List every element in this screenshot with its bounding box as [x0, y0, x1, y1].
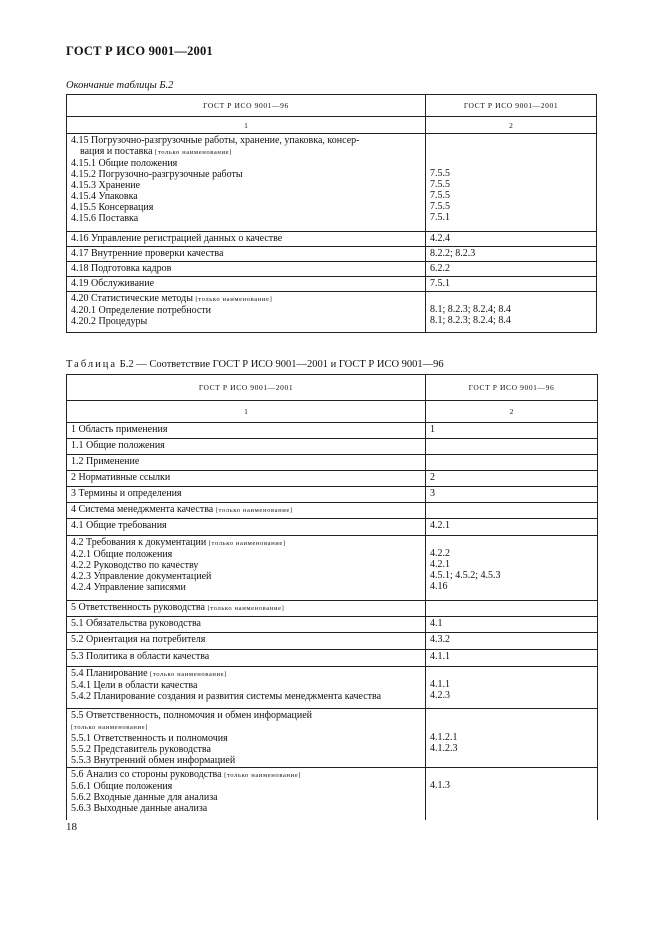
reference-cell: [426, 617, 598, 633]
table2-col-number-1: 1: [67, 401, 426, 423]
reference-value: 7.5.5: [430, 190, 450, 201]
section-text: 4.15.4 Упаковка: [71, 191, 138, 202]
table-row: [67, 262, 597, 277]
table-row: [67, 601, 598, 617]
reference-value: [430, 802, 593, 813]
reference-cell: [426, 471, 598, 487]
section-line: [71, 680, 421, 691]
section-cell: [67, 519, 426, 536]
section-text: 5.2 Ориентация на потребителя: [71, 634, 206, 645]
reference-cell: [426, 262, 597, 277]
section-line: [71, 191, 421, 202]
section-line: [71, 424, 421, 435]
table-row: [67, 709, 598, 768]
table-row: [67, 768, 598, 820]
table-row: [67, 536, 598, 601]
section-note: [только наименование]: [207, 605, 285, 612]
table-row: [67, 277, 597, 292]
reference-value: 4.2.3: [430, 690, 450, 701]
reference-value: 4.1.1: [430, 651, 450, 662]
table-row: [67, 439, 598, 455]
reference-value: 7.5.5: [430, 201, 450, 212]
reference-cell: [426, 633, 598, 650]
section-cell: [67, 650, 426, 667]
table1-col-number-2: 2: [426, 117, 597, 134]
table-row: [67, 617, 598, 633]
section-text: 4.15.1 Общие положения: [71, 158, 178, 169]
section-note: [только наименование]: [208, 540, 286, 547]
section-text: 4.18 Подготовка кадров: [71, 263, 172, 274]
section-line: [71, 169, 421, 180]
section-cell: [67, 768, 426, 820]
table1-col-header-2: ГОСТ Р ИСО 9001—2001: [426, 95, 597, 117]
reference-cell: [426, 503, 598, 519]
section-line: [71, 721, 421, 733]
section-line: [71, 634, 421, 645]
document-header: ГОСТ Р ИСО 9001—2001: [66, 44, 213, 58]
table2-col-header-1: ГОСТ Р ИСО 9001—2001: [67, 375, 426, 401]
reference-value: 4.1.1: [430, 679, 450, 690]
reference-value: [430, 537, 593, 548]
reference-value: 6.2.2: [430, 263, 450, 274]
section-text: 5.1 Обязательства руководства: [71, 618, 201, 629]
section-line: [71, 744, 421, 755]
section-text: 5 Ответственность руководства: [71, 602, 205, 613]
table2-col-number-2: 2: [426, 401, 598, 423]
section-line: [71, 472, 421, 483]
section-text: 5.5.2 Представитель руководства: [71, 744, 211, 755]
table1: [66, 94, 597, 333]
reference-value: [430, 791, 593, 802]
reference-value: [430, 721, 593, 732]
section-line: [71, 248, 421, 259]
section-cell: [67, 423, 426, 439]
section-cell: [67, 247, 426, 262]
reference-value: 4.16: [430, 581, 448, 592]
section-text: 5.4.2 Планирование создания и развития системы менеджмента качества: [71, 691, 382, 702]
section-cell: [67, 503, 426, 519]
reference-value: 4.5.1; 4.5.2; 4.5.3: [430, 570, 501, 581]
section-line: [71, 305, 421, 316]
section-text: 5.5 Ответственность, полномочия и обмен информацией: [71, 710, 313, 721]
section-cell: [67, 292, 426, 333]
section-text: 4.20.2 Процедуры: [71, 316, 148, 327]
section-text: 3 Термины и определения: [71, 488, 182, 499]
section-note: [только наименование]: [195, 296, 273, 303]
reference-cell: [426, 536, 598, 601]
section-cell: [67, 134, 426, 232]
reference-cell: [426, 768, 598, 820]
reference-value: [430, 754, 593, 765]
table1-caption: Окончание таблицы Б.2: [66, 80, 174, 91]
reference-value: 4.3.2: [430, 634, 450, 645]
table2-caption-text: Б.2 — Соответствие ГОСТ Р ИСО 9001—2001 и ГОСТ Р ИСО 9001—96: [119, 359, 444, 370]
section-line: [71, 263, 421, 274]
section-cell: [67, 709, 426, 768]
table-row: [67, 487, 598, 503]
section-note: [только наименование]: [215, 507, 293, 514]
section-line: [71, 803, 421, 814]
section-line: [71, 135, 421, 146]
section-cell: [67, 601, 426, 617]
section-text: 4.2 Требования к документации: [71, 537, 207, 548]
section-line: [71, 213, 421, 224]
section-text: 4.19 Обслуживание: [71, 278, 155, 289]
section-line: [71, 504, 421, 516]
section-text: 4.15 Погрузочно-разгрузочные работы, хранение, упаковка, консер-: [71, 135, 360, 146]
section-note: [только наименование]: [224, 772, 302, 779]
table2: [66, 374, 598, 820]
section-cell: [67, 439, 426, 455]
section-text: 5.6 Анализ со стороны руководства: [71, 769, 222, 780]
reference-value: 2: [430, 472, 435, 483]
section-text: 4.17 Внутренние проверки качества: [71, 248, 224, 259]
reference-cell: [426, 650, 598, 667]
section-line: [71, 618, 421, 629]
section-text: 5.5.1 Ответственность и полномочия: [71, 733, 228, 744]
section-cell: [67, 667, 426, 709]
section-cell: [67, 471, 426, 487]
section-text: 1.1 Общие положения: [71, 440, 165, 451]
table1-col-header-1: ГОСТ Р ИСО 9001—96: [67, 95, 426, 117]
table2-caption: [66, 359, 444, 370]
table2-caption-label: Таблица: [66, 359, 118, 370]
section-text: 5.3 Политика в области качества: [71, 651, 210, 662]
reference-cell: [426, 277, 597, 292]
table-row: [67, 633, 598, 650]
table-row: [67, 134, 597, 232]
table-row: [67, 455, 598, 471]
reference-value: 7.5.5: [430, 179, 450, 190]
section-text: 5.6.3 Выходные данные анализа: [71, 803, 208, 814]
section-text: 5.4 Планирование: [71, 668, 148, 679]
section-line: [71, 560, 421, 571]
section-text: 4.2.2 Руководство по качеству: [71, 560, 199, 571]
reference-cell: [426, 232, 597, 247]
reference-value: 7.5.5: [430, 168, 450, 179]
reference-value: 8.1; 8.2.3; 8.2.4; 8.4: [430, 315, 511, 326]
section-text: 4.16 Управление регистрацией данных о качестве: [71, 233, 283, 244]
section-line: [71, 792, 421, 803]
section-cell: [67, 262, 426, 277]
reference-cell: [426, 709, 598, 768]
section-line: [71, 582, 421, 593]
section-note: [только наименование]: [71, 724, 148, 731]
reference-value: 4.2.1: [430, 559, 450, 570]
reference-value: 4.2.1: [430, 520, 450, 531]
section-text: 4.2.1 Общие положения: [71, 549, 173, 560]
section-line: [71, 180, 421, 191]
section-text: 5.4.1 Цели в области качества: [71, 680, 198, 691]
section-line: [71, 520, 421, 531]
section-line: [71, 202, 421, 213]
section-line: [71, 733, 421, 744]
section-line: [71, 691, 421, 702]
section-text: 4.2.3 Управление документацией: [71, 571, 212, 582]
section-cell: [67, 277, 426, 292]
section-line: [71, 571, 421, 582]
reference-value: 1: [430, 424, 435, 435]
table-row: [67, 247, 597, 262]
section-text: 4.15.2 Погрузочно-разгрузочные работы: [71, 169, 243, 180]
reference-value: 4.2.4: [430, 233, 450, 244]
page-number: 18: [66, 821, 77, 833]
reference-value: [430, 293, 592, 304]
reference-value: 7.5.1: [430, 212, 450, 223]
section-line: [71, 293, 421, 305]
section-cell: [67, 455, 426, 471]
table-row: [67, 471, 598, 487]
section-cell: [67, 487, 426, 503]
reference-cell: [426, 519, 598, 536]
section-line: [71, 668, 421, 680]
reference-cell: [426, 487, 598, 503]
section-line: [71, 710, 421, 721]
section-text: 4.20.1 Определение потребности: [71, 305, 211, 316]
section-line: [71, 456, 421, 467]
section-line: [71, 537, 421, 549]
reference-value: 4.2.2: [430, 548, 450, 559]
section-line: [71, 769, 421, 781]
section-line: [71, 781, 421, 792]
table-row: [67, 519, 598, 536]
section-text: 4.20 Статистические методы: [71, 293, 193, 304]
section-line: [71, 316, 421, 327]
section-text: 5.6.1 Общие положения: [71, 781, 173, 792]
section-text: 5.5.3 Внутренний обмен информацией: [71, 755, 236, 766]
section-line: [71, 146, 421, 158]
reference-cell: [426, 439, 598, 455]
section-line: [71, 755, 421, 766]
section-text: 2 Нормативные ссылки: [71, 472, 171, 483]
table-row: [67, 232, 597, 247]
section-text: 4.15.3 Хранение: [71, 180, 141, 191]
reference-cell: [426, 455, 598, 471]
reference-value: 4.1.2.1: [430, 732, 458, 743]
section-cell: [67, 232, 426, 247]
section-line: [71, 602, 421, 614]
reference-value: 4.1.3: [430, 780, 450, 791]
table1-col-number-1: 1: [67, 117, 426, 134]
table-row: [67, 292, 597, 333]
reference-value: 4.1.2.3: [430, 743, 458, 754]
section-text: 1.2 Применение: [71, 456, 140, 467]
reference-value: [430, 157, 592, 168]
reference-value: 8.2.2; 8.2.3: [430, 248, 476, 259]
reference-cell: [426, 247, 597, 262]
table-row: [67, 667, 598, 709]
section-cell: [67, 633, 426, 650]
reference-value: 4.1: [430, 618, 443, 629]
section-line: [71, 488, 421, 499]
reference-value: [430, 769, 593, 780]
section-note: [только наименование]: [150, 671, 227, 678]
section-text: 4.15.5 Консервация: [71, 202, 154, 213]
reference-value: [430, 710, 593, 721]
reference-value: 3: [430, 488, 435, 499]
section-text: 4.2.4 Управление записями: [71, 582, 186, 593]
section-line: [71, 651, 421, 662]
section-text: 5.6.2 Входные данные для анализа: [71, 792, 218, 803]
table-row: [67, 503, 598, 519]
section-text: вация и поставка: [80, 146, 153, 157]
reference-value: 7.5.1: [430, 278, 450, 289]
section-line: [71, 233, 421, 244]
reference-value: [430, 135, 592, 146]
reference-cell: [426, 667, 598, 709]
reference-cell: [426, 601, 598, 617]
reference-value: 8.1; 8.2.3; 8.2.4; 8.4: [430, 304, 511, 315]
section-text: 4.15.6 Поставка: [71, 213, 139, 224]
table-row: [67, 423, 598, 439]
reference-cell: [426, 423, 598, 439]
section-text: 4 Система менеджмента качества: [71, 504, 214, 515]
table-row: [67, 650, 598, 667]
reference-value: [430, 668, 593, 679]
section-text: 4.1 Общие требования: [71, 520, 167, 531]
section-line: [71, 549, 421, 560]
reference-cell: [426, 134, 597, 232]
section-cell: [67, 536, 426, 601]
section-line: [71, 158, 421, 169]
reference-value: [430, 146, 592, 157]
section-line: [71, 440, 421, 451]
section-line: [71, 278, 421, 289]
table2-col-header-2: ГОСТ Р ИСО 9001—96: [426, 375, 598, 401]
section-note: [только наименование]: [155, 149, 232, 156]
section-cell: [67, 617, 426, 633]
reference-cell: [426, 292, 597, 333]
section-text: 1 Область применения: [71, 424, 168, 435]
